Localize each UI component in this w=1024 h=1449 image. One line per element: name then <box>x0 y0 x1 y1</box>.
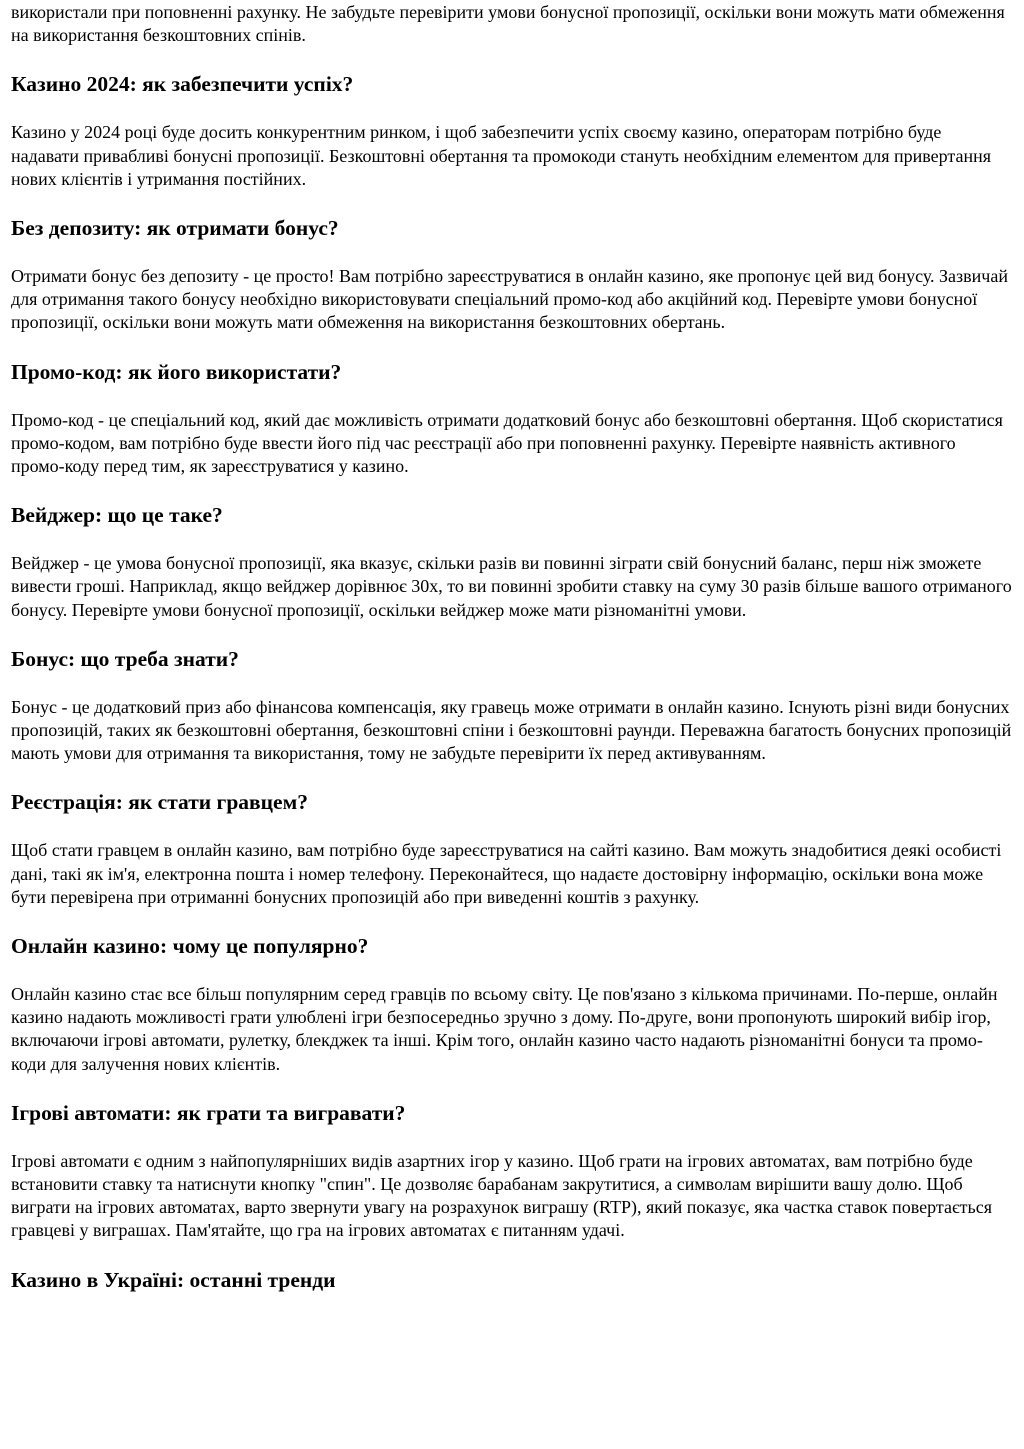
section-casino-ukraine <box>11 1267 1012 1293</box>
section-paragraph: Казино у 2024 році буде досить конкурентним ринком, і щоб забезпечити успіх своєму казино, операторам потрібно буде надавати привабливі бонусні пропозиції. Безкоштовні обертання та промокоди стануть необхідним елементом для привертання нових клієнтів і утримання постійних. <box>11 122 991 189</box>
section-heading: Промо-код: як його використати? <box>11 359 342 384</box>
intro-paragraph: використали при поповненні рахунку. Не забудьте перевірити умови бонусної пропозиції, оскільки вони можуть мати обмеження на використання безкоштовних спінів. <box>11 2 1005 46</box>
section-heading: Казино 2024: як забезпечити успіх? <box>11 72 354 97</box>
section-bonus <box>11 646 1012 766</box>
section-heading: Без депозиту: як отримати бонус? <box>11 216 339 241</box>
section-no-deposit <box>11 215 1012 335</box>
section-registration <box>11 789 1012 909</box>
section-paragraph: Щоб стати гравцем в онлайн казино, вам потрібно буде зареєструватися на сайті казино. Вам можуть знадобитися деякі особисті дані, такі як ім'я, електронна пошта і номер телефону. Переконайтеся, що надаєте достовірну інформацію, оскільки вона може бути перевірена при отриманні бонусних пропозицій або при виведенні коштів з рахунку. <box>11 840 1002 907</box>
section-promo-code <box>11 359 1012 479</box>
section-slot-machines <box>11 1100 1012 1243</box>
section-paragraph: Бонус - це додатковий приз або фінансова компенсація, яку гравець може отримати в онлайн казино. Існують різні види бонусних пропозицій, таких як безкоштовні обертання, безкоштовні спіни і безкоштовні раунди. Переважна багатость бонусних пропозицій мають умови для отримання та використання, тому не забудьте перевірити їх перед активуванням. <box>11 696 1012 764</box>
section-wager <box>11 502 1012 622</box>
section-heading: Вейджер: що це таке? <box>11 503 223 528</box>
section-online-casino <box>11 933 1012 1076</box>
section-paragraph: Промо-код - це спеціальний код, який дає можливість отримати додатковий бонус або безкоштовні обертання. Щоб скористатися промо-кодом, вам потрібно буде ввести його під час реєстрації або при поповненні рахунку. Перевірте наявність активного промо-коду перед тим, як зареєструватися у казино. <box>11 409 1003 477</box>
section-heading: Реєстрація: як стати гравцем? <box>11 790 308 815</box>
section-paragraph: Ігрові автомати є одним з найпопулярніших видів азартних ігор у казино. Щоб грати на ігрових автоматах, вам потрібно буде встановити ставку та натиснути кнопку "спин". Це дозволяє барабанам закрутитися, а символам вирішити вашу долю. Щоб виграти на ігрових автоматах, варто звернути увагу на розрахунок виграшу (RTP), який показує, яка частка ставок повертається гравцеві у виграшах. Пам'ятайте, що гра на ігрових автоматах є питанням удачі. <box>11 1150 993 1241</box>
section-paragraph: Вейджер - це умова бонусної пропозиції, яка вказує, скільки разів ви повинні зіграти свій бонусний баланс, перш ніж зможете вивести гроші. Наприклад, якщо вейджер дорівнює 30x, то ви повинні зробити ставку на суму 30 разів більше вашого отриманого бонусу. Перевірте умови бонусної пропозиції, оскільки вейджер може мати різноманітні умови. <box>11 553 1012 620</box>
section-casino-2024 <box>11 71 1012 191</box>
section-heading: Казино в Україні: останні тренди <box>11 1267 336 1292</box>
section-paragraph: Отримати бонус без депозиту - це просто! Вам потрібно зареєструватися в онлайн казино, яке пропонує цей вид бонусу. Зазвичай для отримання такого бонусу необхідно використовувати спеціальний промо-код або акційний код. Перевірте умови бонусної пропозиції, оскільки вони можуть мати обмеження на використання безкоштовних обертань. <box>11 266 1008 333</box>
section-paragraph: Онлайн казино стає все більш популярним серед гравців по всьому світу. Це пов'язано з кількома причинами. По-перше, онлайн казино надають можливості грати улюблені ігри безпосередньо зручно з дому. По-друге, вони пропонують широкий вибір ігор, включаючи ігрові автомати, рулетку, блекджек та інші. Крім того, онлайн казино часто надають різноманітні бонуси та промо-коди для залучення нових клієнтів. <box>11 984 998 1074</box>
section-heading: Бонус: що треба знати? <box>11 646 239 671</box>
section-heading: Онлайн казино: чому це популярно? <box>11 934 369 959</box>
section-heading: Ігрові автомати: як грати та вигравати? <box>11 1100 406 1125</box>
article <box>0 1 1024 1293</box>
